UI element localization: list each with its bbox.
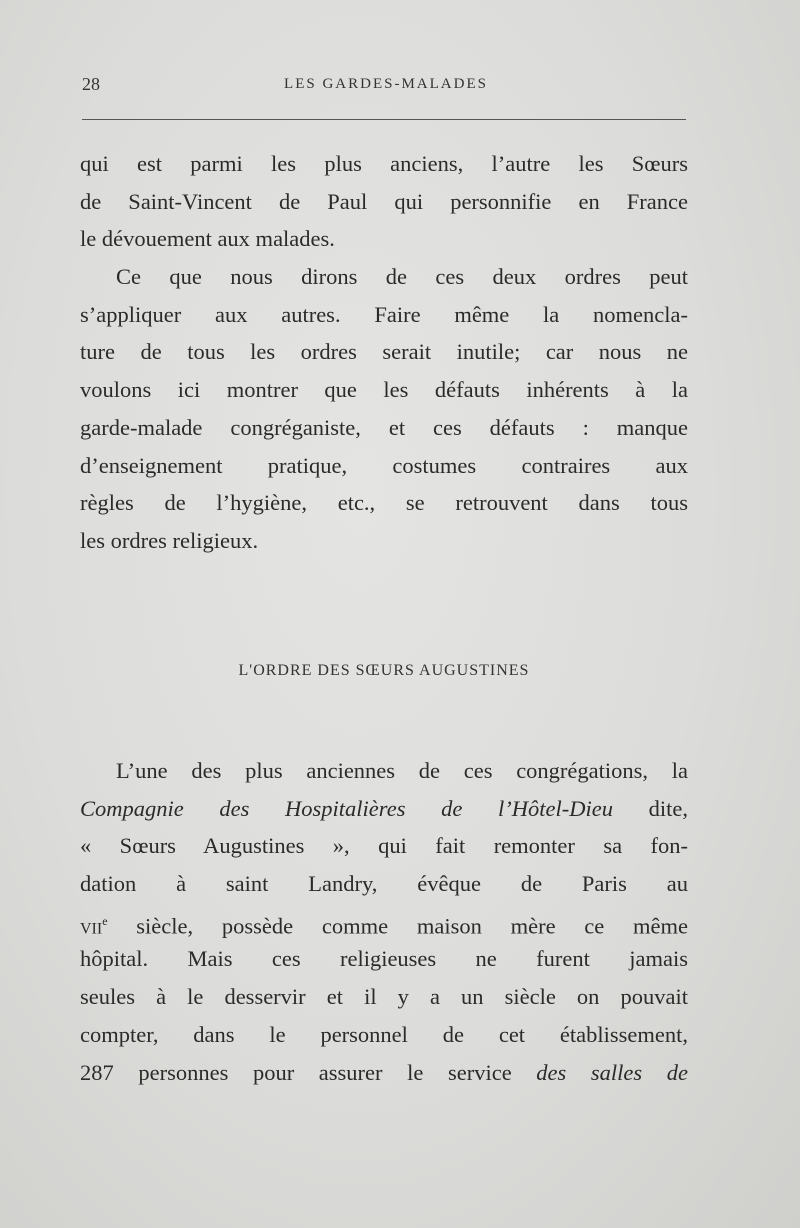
italic-title: Compagnie des Hospitalières de l’Hôtel-Dieu (80, 795, 613, 821)
text-fragment: 287 personnes pour assurer le service (80, 1059, 537, 1085)
section-heading: L'ORDRE DES SŒURS AUGUSTINES (238, 662, 530, 679)
text-line: dation à saint Landry, évêque de Paris au (80, 871, 688, 897)
text-line: voulons ici montrer que les défauts inhérents à la (80, 377, 688, 403)
running-title: LES GARDES-MALADES (284, 76, 488, 92)
paragraph-block-2 (80, 752, 688, 1091)
text-line: les ordres religieux. (80, 527, 259, 553)
header-rule (82, 119, 686, 120)
text-line: d’enseignement pratique, costumes contraires aux (80, 452, 688, 478)
superscript: e (102, 913, 108, 928)
text-line: s’appliquer aux autres. Faire même la nomencla- (80, 301, 688, 327)
italic-text: des salles de (536, 1059, 688, 1085)
text-line: compter, dans le personnel de cet établissement, (80, 1021, 688, 1047)
text-line: seules à le desservir et il y a un siècle on pouvait (80, 984, 688, 1010)
century-numeral: vii (80, 913, 103, 939)
text-line (80, 1054, 688, 1092)
text-line: Ce que nous dirons de ces deux ordres peut (116, 264, 688, 290)
text-fragment: dite, (612, 795, 688, 821)
text-line: « Sœurs Augustines », qui fait remonter sa fon- (80, 833, 688, 859)
text-line: L’une des plus anciennes de ces congrégations, la (116, 758, 688, 783)
running-head (82, 74, 690, 102)
text-fragment: siècle, possède comme maison mère ce même (107, 913, 688, 939)
text-line: garde-malade congréganiste, et ces défauts : manque (80, 414, 688, 440)
text-line (80, 903, 688, 941)
paragraph-block-1 (80, 145, 688, 560)
text-line (80, 790, 688, 828)
text-line: le dévouement aux malades. (80, 226, 335, 252)
text-line: hôpital. Mais ces religieuses ne furent jamais (80, 946, 688, 972)
text-line: ture de tous les ordres serait inutile; car nous ne (80, 339, 688, 365)
text-line: de Saint-Vincent de Paul qui personnifie en France (80, 188, 688, 214)
text-line: règles de l’hygiène, etc., se retrouvent dans tous (80, 490, 688, 516)
text-line: qui est parmi les plus anciens, l’autre les Sœurs (80, 151, 688, 176)
page-number: 28 (82, 74, 100, 94)
